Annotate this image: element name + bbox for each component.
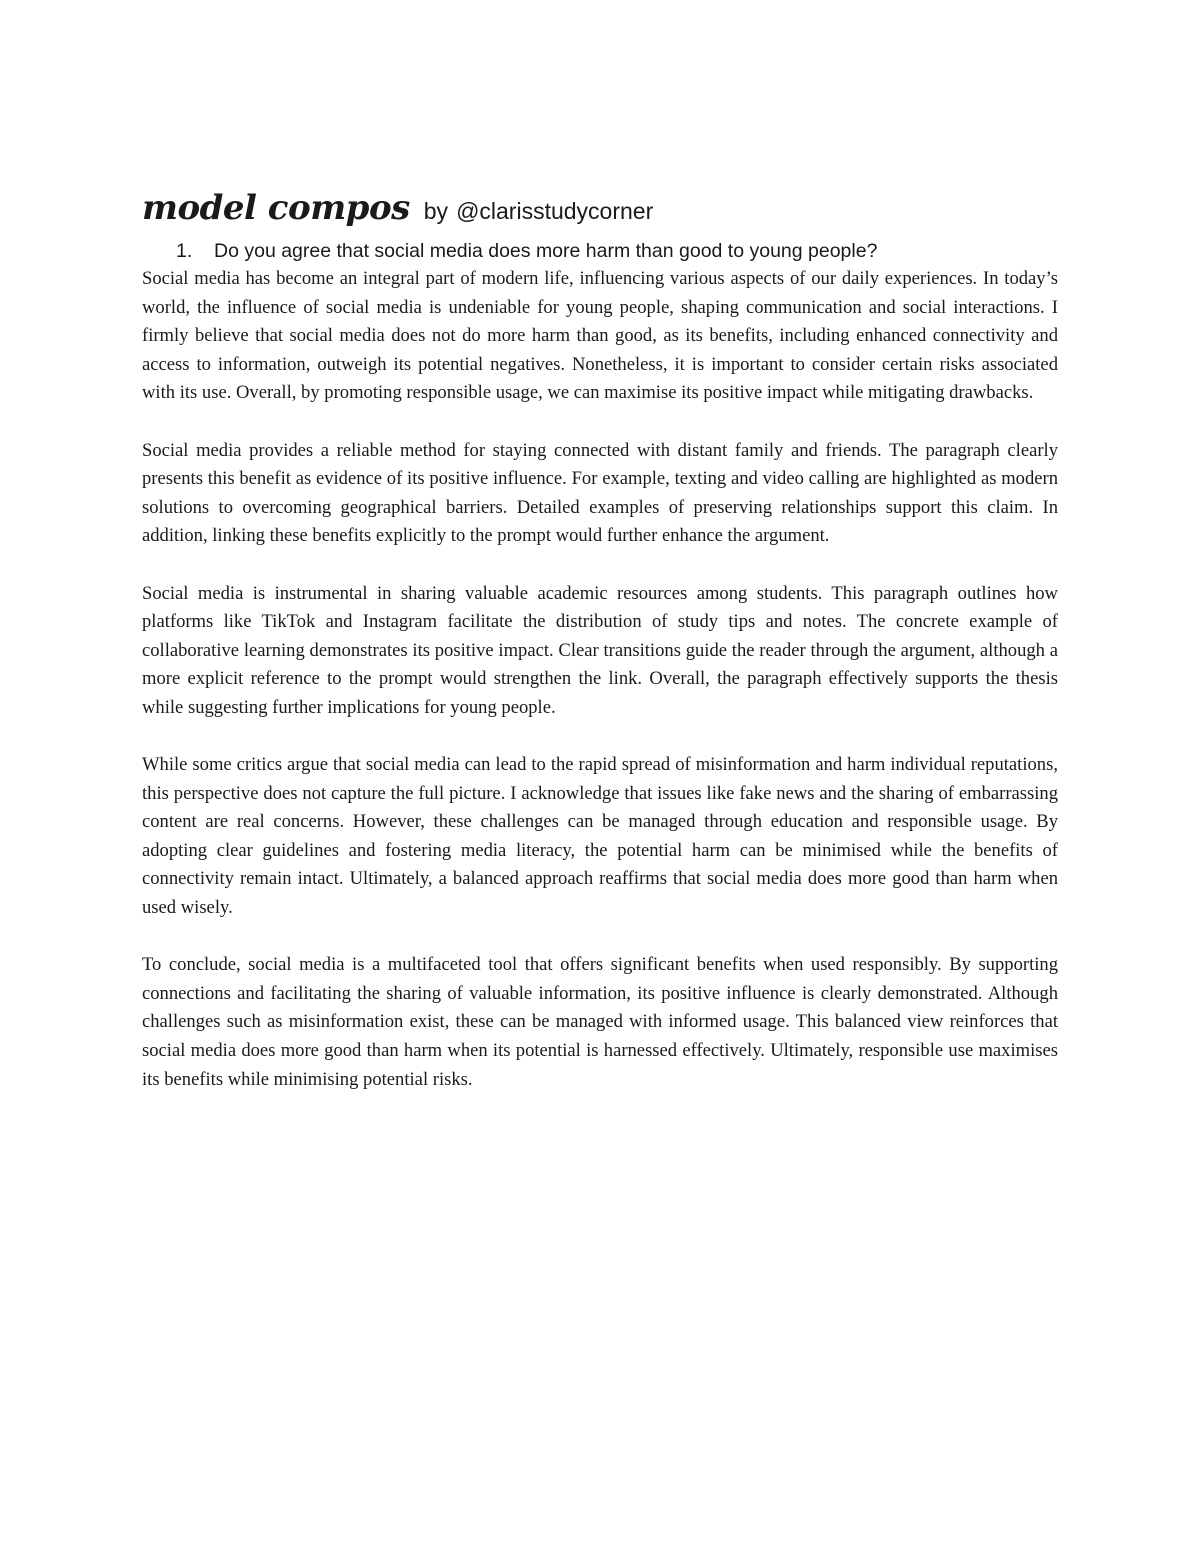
question-number: 1. <box>176 240 193 262</box>
author-handle: @clarisstudycorner <box>456 198 654 224</box>
paragraph-body-academic: Social media is instrumental in sharing valuable academic resources among students. This paragraph outlines how platforms like TikTok and Instagram facilitate the distribution of study tips and notes. The concrete example of collaborative learning demonstrates its positive impact. Clear transitions guide the reader through the argument, although a more explicit reference to the prompt would strengthen the link. Overall, the paragraph effectively supports the thesis while suggesting further implications for young people. <box>142 582 1058 718</box>
by-label: by <box>423 198 449 224</box>
document-body <box>142 186 1058 1094</box>
paragraph-body-connectivity: Social media provides a reliable method for staying connected with distant family and friends. The paragraph clearly presents this benefit as evidence of its positive influence. For example, texting and video calling are highlighted as modern solutions to overcoming geographical barriers. Detailed examples of preserving relationships support this claim. In addition, linking these benefits explicitly to the prompt would further enhance the argument. <box>142 439 1058 547</box>
paragraph-introduction: Social media has become an integral part of modern life, influencing various aspects of our daily experiences. In today’s world, the influence of social media is undeniable for young people, shaping communication and social interactions. I firmly believe that social media does not do more harm than good, as its benefits, including enhanced connectivity and access to information, outweigh its potential negatives. Nonetheless, it is important to consider certain risks associated with its use. Overall, by promoting responsible usage, we can maximise its positive impact while mitigating drawbacks. <box>142 268 1058 404</box>
essay-question <box>142 237 1058 265</box>
document-title <box>142 186 1058 233</box>
question-text: Do you agree that social media does more harm than good to young people? <box>214 240 878 262</box>
paragraph-conclusion: To conclude, social media is a multifaceted tool that offers significant benefits when used responsibly. By supporting connections and facilitating the sharing of valuable information, its positive influence is clearly demonstrated. Although challenges such as misinformation exist, these can be managed with informed usage. This balanced view reinforces that social media does more good than harm when its potential is harnessed effectively. Ultimately, responsible use maximises its benefits while minimising potential risks. <box>142 954 1058 1090</box>
title-text: model compos <box>142 188 410 228</box>
paragraph-counterargument: While some critics argue that social media can lead to the rapid spread of misinformation and harm individual reputations, this perspective does not capture the full picture. I acknowledge that issues like fake news and the sharing of embarrassing content are real concerns. However, these challenges can be managed through education and responsible usage. By adopting clear guidelines and fostering media literacy, the potential harm can be minimised while the benefits of connectivity remain intact. Ultimately, a balanced approach reaffirms that social media does more good than harm when used wisely. <box>142 754 1058 919</box>
